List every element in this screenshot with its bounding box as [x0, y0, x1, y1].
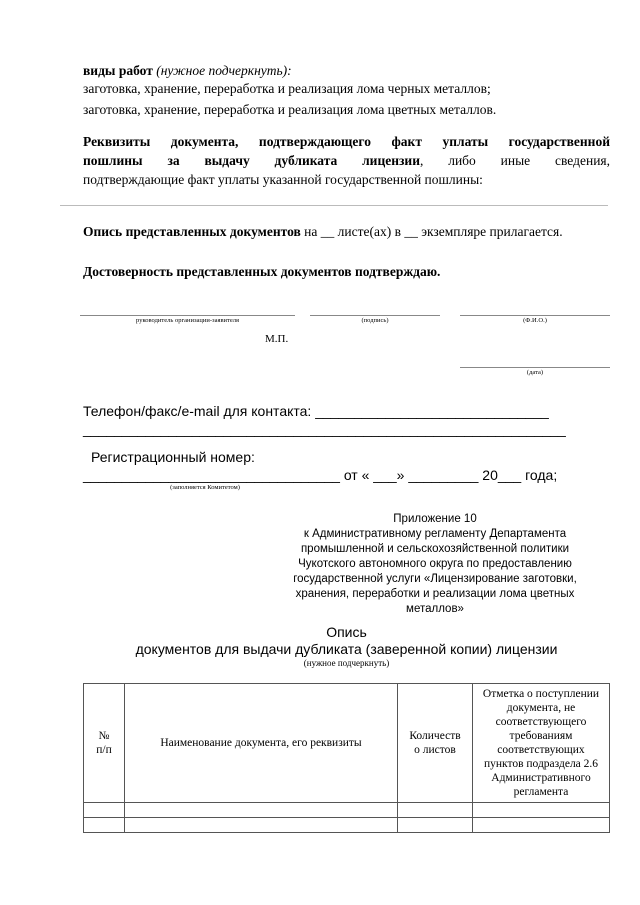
fio-label: (Ф.И.О.): [523, 317, 547, 324]
inventory-hint: (нужное подчеркнуть): [303, 658, 390, 668]
section-divider: [60, 205, 608, 206]
appendix-line: хранения, переработки и реализации лома цветных: [295, 588, 575, 600]
fio-line: [460, 315, 610, 316]
inventory-table: [83, 683, 610, 833]
table-header-row: [84, 684, 610, 803]
sign-line: [310, 315, 440, 316]
sign-label: (подпись): [361, 317, 389, 324]
work-types-heading: [83, 63, 292, 79]
registration-line: _________________________________ от « ___» _________ 20___ года;: [83, 467, 558, 483]
registration-note: (заполняется Комитетом): [170, 484, 240, 491]
table-cell[interactable]: [125, 803, 398, 818]
col-number-line: п/п: [96, 744, 112, 756]
col-mark-line: Отметка о поступлении: [482, 688, 600, 700]
payment-line2-rest: , либо иные сведения,: [419, 153, 610, 168]
table-cell[interactable]: [125, 818, 398, 833]
work-type-ferrous: заготовка, хранение, переработка и реализация лома черных металлов;: [83, 81, 491, 96]
col-sheets-line: Количеств: [409, 730, 461, 742]
appendix-line: промышленной и сельскохозяйственной политики: [300, 543, 570, 555]
table-cell[interactable]: [473, 803, 610, 818]
col-mark-line: документа, не: [506, 702, 576, 714]
table-cell[interactable]: [84, 803, 125, 818]
col-mark-line: регламента: [513, 786, 569, 798]
col-mark-line: Административного: [491, 772, 591, 784]
inventory-note-bold: Опись представленных документов: [83, 224, 301, 239]
appendix-line: металлов»: [406, 603, 464, 615]
work-type-nonferrous: заготовка, хранение, переработка и реализация лома цветных металлов.: [83, 102, 497, 117]
inventory-subtitle: документов для выдачи дубликата (заверенной копии) лицензии: [135, 641, 558, 657]
table-cell[interactable]: [398, 818, 473, 833]
head-label: руководитель организации-заявителя: [136, 317, 239, 324]
inventory-note-rest: на __ листе(ах) в __ экземпляре прилагается.: [300, 224, 563, 239]
inventory-title: Опись: [326, 624, 367, 640]
table-cell[interactable]: [84, 818, 125, 833]
appendix-block: [270, 512, 600, 617]
col-mark-line: соответствующего: [495, 716, 587, 728]
col-name-header: Наименование документа, его реквизиты: [125, 684, 398, 803]
col-sheets-header: [398, 684, 473, 803]
col-mark-line: соответствующих: [497, 744, 585, 756]
appendix-line: к Административному регламенту Департамента: [303, 528, 567, 540]
contact-line2: ______________________________________________________________: [83, 421, 566, 437]
date-label: (дата): [526, 369, 544, 376]
registration-label: Регистрационный номер:: [91, 449, 255, 465]
contact-label: Телефон/факс/e-mail для контакта: ______________________________: [83, 403, 549, 419]
head-signature-line: [80, 315, 295, 316]
appendix-line: государственной услуги «Лицензирование заготовки,: [293, 573, 577, 585]
work-types-hint: (нужное подчеркнуть):: [152, 63, 292, 78]
table-row: [84, 818, 610, 833]
payment-line3: подтверждающие факт уплаты указанной государственной пошлины:: [83, 172, 483, 187]
appendix-line: Чукотского автономного округа по предоставлению: [298, 558, 572, 570]
col-number-line: №: [98, 730, 110, 742]
payment-line2-bold: пошлины за выдачу дубликата лицензии: [83, 153, 420, 168]
table-row: [84, 803, 610, 818]
inventory-note: [83, 223, 603, 241]
col-number-header: [84, 684, 125, 803]
appendix-line: Приложение 10: [393, 513, 477, 525]
work-types-title: виды работ: [83, 63, 153, 78]
col-mark-line: пунктов подраздела 2.6: [483, 758, 599, 770]
payment-line2: [83, 153, 610, 169]
col-mark-header: [473, 684, 610, 803]
stamp-mark: М.П.: [265, 333, 289, 345]
payment-line1: Реквизиты документа, подтверждающего факт уплаты государственной: [83, 134, 610, 149]
confirm-statement: Достоверность представленных документов подтверждаю.: [83, 264, 441, 279]
table-cell[interactable]: [473, 818, 610, 833]
col-sheets-line: о листов: [414, 744, 456, 756]
table-cell[interactable]: [398, 803, 473, 818]
col-mark-line: требованиям: [509, 730, 573, 742]
date-line: [460, 367, 610, 368]
